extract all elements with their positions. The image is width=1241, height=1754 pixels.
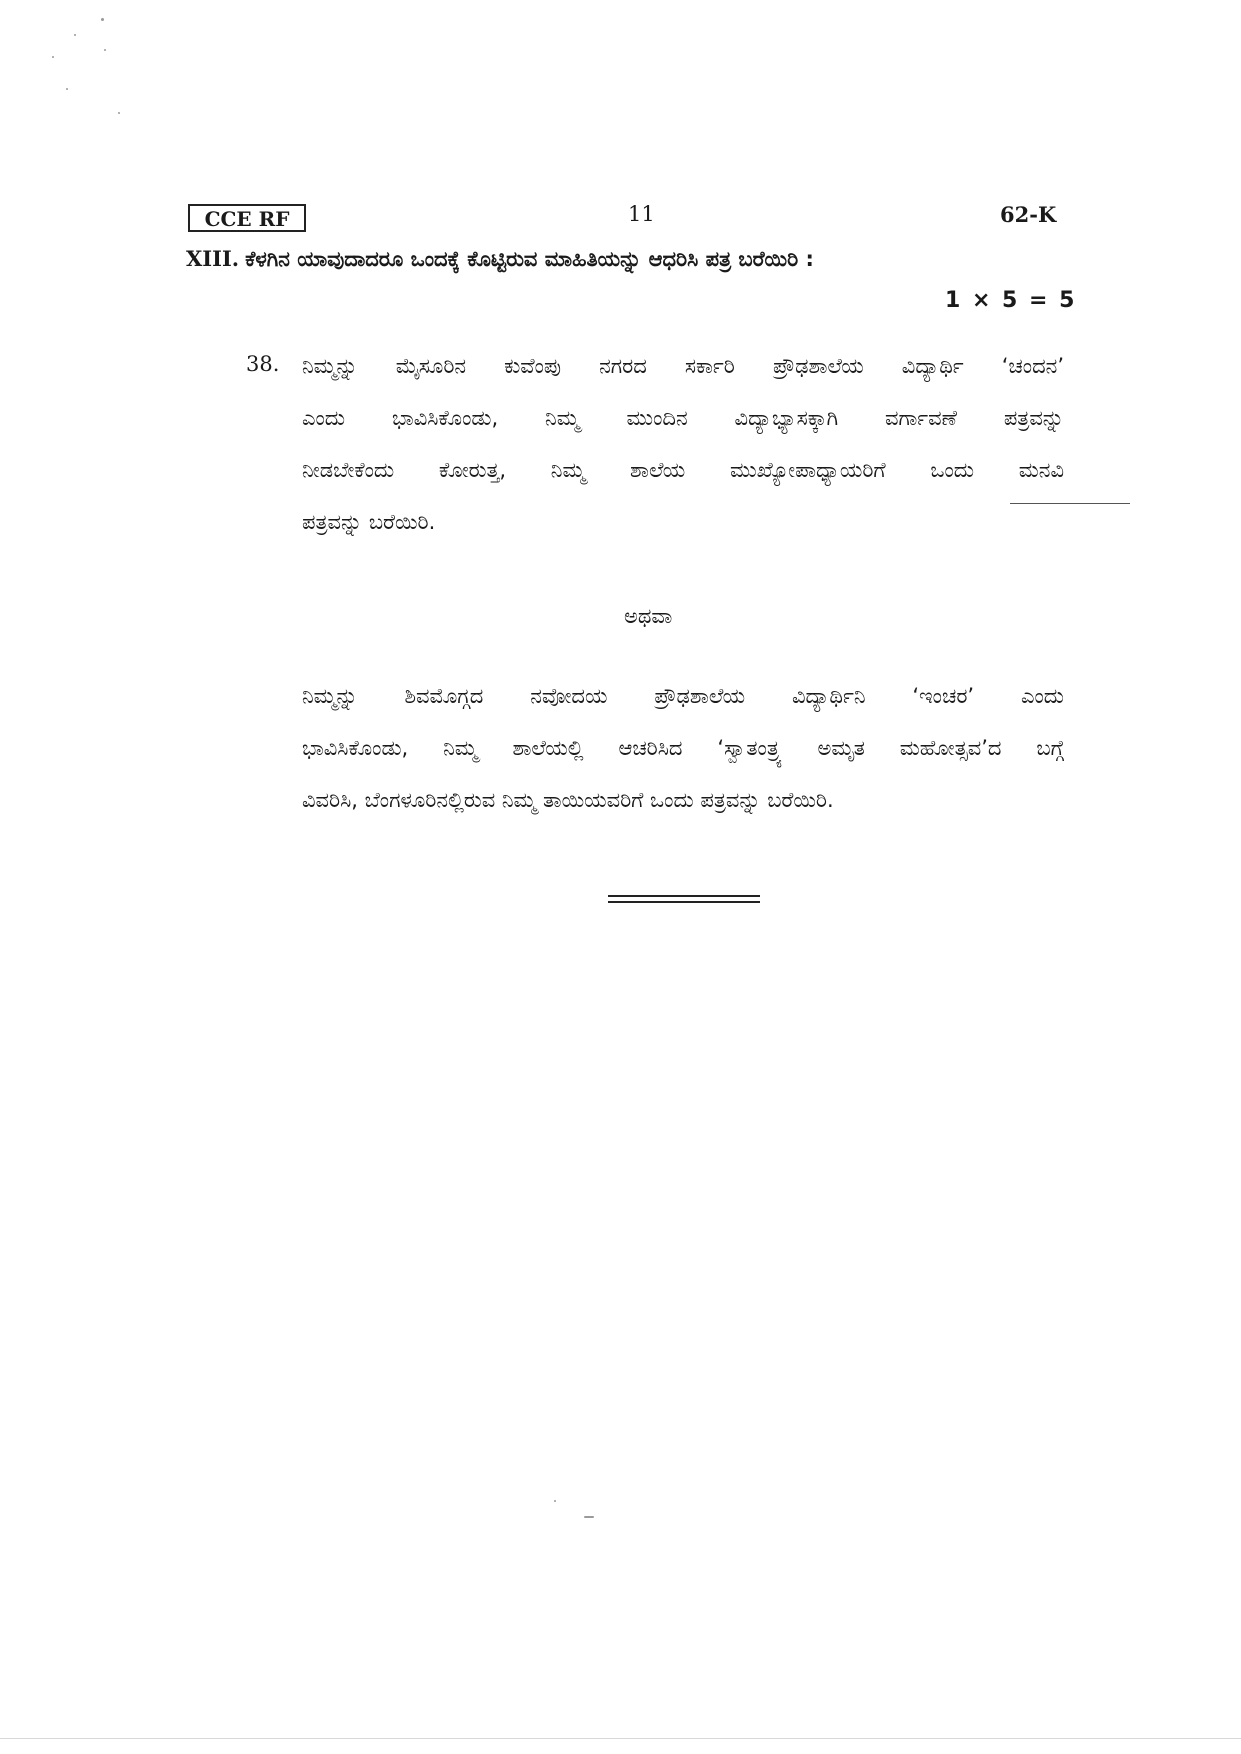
section-heading (186, 246, 1066, 272)
alternative-line: ನಿಮ್ಮನ್ನು ಶಿವಮೊಗ್ಗದ ನವೋದಯ ಪ್ರೌಢಶಾಲೆಯ ವಿದ್ಯಾರ್ಥಿನಿ ‘ಇಂಚರ’ ಎಂದು (302, 684, 1064, 708)
end-rule (608, 895, 760, 897)
scan-speck (104, 49, 106, 51)
scan-speck (101, 18, 104, 21)
section-instruction: ಕೆಳಗಿನ ಯಾವುದಾದರೂ ಒಂದಕ್ಕೆ ಕೊಟ್ಟಿರುವ ಮಾಹಿತಿಯನ್ನು ಆಧರಿಸಿ ಪತ್ರ ಬರೆಯಿರಿ : (245, 247, 814, 271)
page-number: 11 (628, 202, 655, 226)
alternative-line: ವಿವರಿಸಿ, ಬೆಂಗಳೂರಿನಲ್ಲಿರುವ ನಿಮ್ಮ ತಾಯಿಯವರಿಗೆ ಒಂದು ಪತ್ರವನ್ನು ಬರೆಯಿರಿ. (302, 788, 834, 812)
scan-speck (66, 88, 68, 90)
alternative-line: ಭಾವಿಸಿಕೊಂಡು, ನಿಮ್ಮ ಶಾಲೆಯಲ್ಲಿ ಆಚರಿಸಿದ ‘ಸ್ವಾತಂತ್ರ್ಯ ಅಮೃತ ಮಹೋತ್ಸವ’ದ ಬಗ್ಗೆ (302, 736, 1064, 760)
scan-speck (584, 1516, 594, 1518)
question-line: ನಿಮ್ಮನ್ನು ಮೈಸೂರಿನ ಕುವೆಂಪು ನಗರದ ಸರ್ಕಾರಿ ಪ್ರೌಢಶಾಲೆಯ ವಿದ್ಯಾರ್ಥಿ ‘ಚಂದನ’ (302, 354, 1064, 378)
question-line: ಪತ್ರವನ್ನು ಬರೆಯಿರಿ. (302, 510, 436, 534)
scan-speck (74, 34, 76, 36)
question-number: 38. (246, 352, 280, 376)
scan-speck (52, 56, 54, 58)
scan-bottom-edge (0, 1738, 1241, 1739)
or-separator: ಅಥವಾ (624, 604, 673, 628)
section-number: XIII. (186, 246, 240, 271)
scan-speck (554, 1500, 556, 1502)
pen-underline-mark (1010, 503, 1130, 504)
question-line: ಎಂದು ಭಾವಿಸಿಕೊಂಡು, ನಿಮ್ಮ ಮುಂದಿನ ವಿದ್ಯಾಭ್ಯಾಸಕ್ಕಾಗಿ ವರ್ಗಾವಣೆ ಪತ್ರವನ್ನು (302, 406, 1064, 430)
end-rule (608, 901, 760, 903)
paper-code: 62-K (1000, 202, 1057, 227)
question-text (302, 340, 1064, 548)
alternative-question-text (302, 670, 1064, 826)
marks-allocation: 1 × 5 = 5 (945, 288, 1077, 313)
question-line: ನೀಡಬೇಕೆಂದು ಕೋರುತ್ತ, ನಿಮ್ಮ ಶಾಲೆಯ ಮುಖ್ಯೋಪಾಧ್ಯಾಯರಿಗೆ ಒಂದು ಮನವಿ (302, 458, 1064, 482)
exam-code-box: CCE RF (188, 204, 306, 232)
scan-speck (118, 112, 120, 114)
